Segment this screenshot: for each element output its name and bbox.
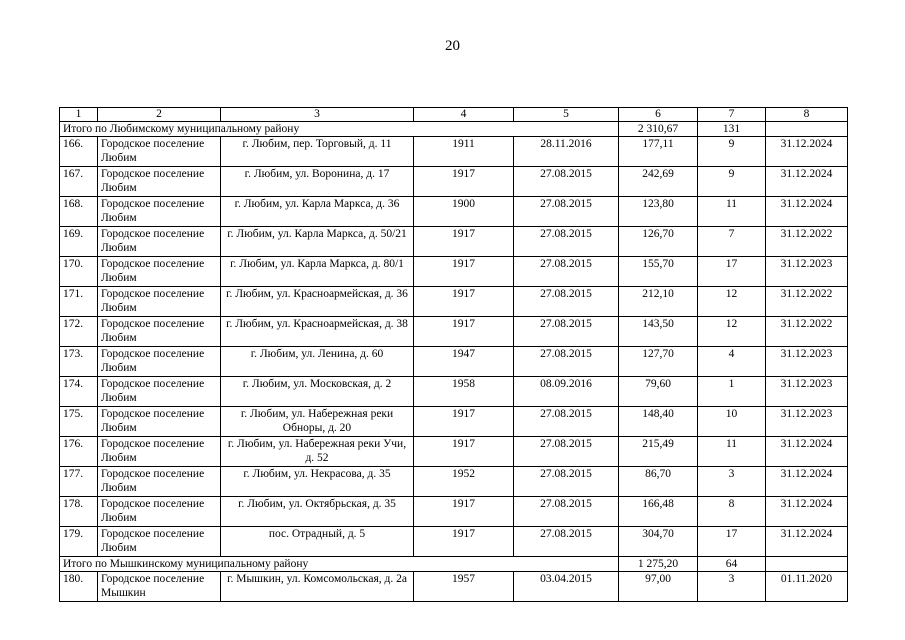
empty-cell <box>766 557 848 572</box>
table-row <box>60 347 848 377</box>
table-row <box>60 467 848 497</box>
row-number: 174. <box>60 377 98 407</box>
build-year: 1917 <box>414 497 514 527</box>
settlement: Городское поселение Любим <box>98 497 221 527</box>
build-year: 1917 <box>414 317 514 347</box>
deadline: 31.12.2022 <box>766 317 848 347</box>
address: г. Любим, ул. Набережная реки Учи, д. 52 <box>221 437 414 467</box>
deadline: 31.12.2022 <box>766 227 848 257</box>
settlement: Городское поселение Любим <box>98 227 221 257</box>
column-number: 2 <box>98 108 221 122</box>
recognition-date: 27.08.2015 <box>514 227 619 257</box>
row-number: 176. <box>60 437 98 467</box>
residents-count: 10 <box>698 407 766 437</box>
column-number: 5 <box>514 108 619 122</box>
build-year: 1952 <box>414 467 514 497</box>
settlement: Городское поселение Любим <box>98 257 221 287</box>
residents-count: 17 <box>698 527 766 557</box>
row-number: 168. <box>60 197 98 227</box>
address: г. Любим, ул. Карла Маркса, д. 50/21 <box>221 227 414 257</box>
residents-count: 4 <box>698 347 766 377</box>
address: г. Любим, ул. Некрасова, д. 35 <box>221 467 414 497</box>
area: 97,00 <box>619 572 698 602</box>
recognition-date: 27.08.2015 <box>514 287 619 317</box>
build-year: 1917 <box>414 407 514 437</box>
build-year: 1917 <box>414 527 514 557</box>
column-number: 7 <box>698 108 766 122</box>
column-number: 8 <box>766 108 848 122</box>
empty-cell <box>766 122 848 137</box>
recognition-date: 27.08.2015 <box>514 257 619 287</box>
area: 304,70 <box>619 527 698 557</box>
settlement: Городское поселение Любим <box>98 377 221 407</box>
area: 79,60 <box>619 377 698 407</box>
table-row <box>60 527 848 557</box>
address: г. Любим, ул. Красноармейская, д. 38 <box>221 317 414 347</box>
deadline: 31.12.2022 <box>766 287 848 317</box>
table-row <box>60 377 848 407</box>
recognition-date: 27.08.2015 <box>514 437 619 467</box>
total-count: 64 <box>698 557 766 572</box>
table-row <box>60 167 848 197</box>
recognition-date: 28.11.2016 <box>514 137 619 167</box>
table-row <box>60 497 848 527</box>
row-number: 180. <box>60 572 98 602</box>
settlement: Городское поселение Любим <box>98 287 221 317</box>
area: 126,70 <box>619 227 698 257</box>
settlement: Городское поселение Любим <box>98 167 221 197</box>
residents-count: 12 <box>698 317 766 347</box>
deadline: 31.12.2024 <box>766 137 848 167</box>
row-number: 170. <box>60 257 98 287</box>
settlement: Городское поселение Мышкин <box>98 572 221 602</box>
table-row <box>60 197 848 227</box>
column-number-row <box>60 108 848 122</box>
area: 143,50 <box>619 317 698 347</box>
build-year: 1917 <box>414 437 514 467</box>
recognition-date: 03.04.2015 <box>514 572 619 602</box>
residents-count: 12 <box>698 287 766 317</box>
total-count: 131 <box>698 122 766 137</box>
row-number: 169. <box>60 227 98 257</box>
column-number: 1 <box>60 108 98 122</box>
table-row <box>60 437 848 467</box>
area: 127,70 <box>619 347 698 377</box>
total-area: 2 310,67 <box>619 122 698 137</box>
total-area: 1 275,20 <box>619 557 698 572</box>
residents-count: 3 <box>698 572 766 602</box>
residents-count: 3 <box>698 467 766 497</box>
district-total-row <box>60 557 848 572</box>
recognition-date: 27.08.2015 <box>514 407 619 437</box>
residents-count: 1 <box>698 377 766 407</box>
settlement: Городское поселение Любим <box>98 317 221 347</box>
area: 212,10 <box>619 287 698 317</box>
deadline: 01.11.2020 <box>766 572 848 602</box>
recognition-date: 08.09.2016 <box>514 377 619 407</box>
settlement: Городское поселение Любим <box>98 467 221 497</box>
table-row <box>60 317 848 347</box>
recognition-date: 27.08.2015 <box>514 197 619 227</box>
row-number: 166. <box>60 137 98 167</box>
deadline: 31.12.2023 <box>766 377 848 407</box>
column-number: 4 <box>414 108 514 122</box>
address: г. Любим, ул. Набережная реки Обноры, д. 20 <box>221 407 414 437</box>
row-number: 172. <box>60 317 98 347</box>
address: г. Любим, ул. Карла Маркса, д. 80/1 <box>221 257 414 287</box>
build-year: 1917 <box>414 257 514 287</box>
table-row <box>60 227 848 257</box>
row-number: 167. <box>60 167 98 197</box>
deadline: 31.12.2023 <box>766 407 848 437</box>
total-label: Итого по Любимскому муниципальному району <box>60 122 619 137</box>
total-label: Итого по Мышкинскому муниципальному району <box>60 557 619 572</box>
page-number: 20 <box>445 38 460 54</box>
residents-count: 17 <box>698 257 766 287</box>
address: г. Любим, ул. Воронина, д. 17 <box>221 167 414 197</box>
recognition-date: 27.08.2015 <box>514 527 619 557</box>
build-year: 1917 <box>414 167 514 197</box>
deadline: 31.12.2023 <box>766 257 848 287</box>
table-row <box>60 287 848 317</box>
area: 148,40 <box>619 407 698 437</box>
build-year: 1958 <box>414 377 514 407</box>
address: г. Любим, ул. Московская, д. 2 <box>221 377 414 407</box>
settlement: Городское поселение Любим <box>98 527 221 557</box>
area: 166,48 <box>619 497 698 527</box>
area: 177,11 <box>619 137 698 167</box>
settlement: Городское поселение Любим <box>98 197 221 227</box>
table-row <box>60 137 848 167</box>
table-row <box>60 572 848 602</box>
residents-count: 9 <box>698 167 766 197</box>
settlement: Городское поселение Любим <box>98 437 221 467</box>
settlement: Городское поселение Любим <box>98 347 221 377</box>
build-year: 1947 <box>414 347 514 377</box>
address: г. Любим, пер. Торговый, д. 11 <box>221 137 414 167</box>
address: г. Любим, ул. Октябрьская, д. 35 <box>221 497 414 527</box>
area: 215,49 <box>619 437 698 467</box>
recognition-date: 27.08.2015 <box>514 497 619 527</box>
deadline: 31.12.2024 <box>766 527 848 557</box>
row-number: 175. <box>60 407 98 437</box>
build-year: 1957 <box>414 572 514 602</box>
table-row <box>60 407 848 437</box>
deadline: 31.12.2024 <box>766 467 848 497</box>
row-number: 171. <box>60 287 98 317</box>
recognition-date: 27.08.2015 <box>514 347 619 377</box>
residents-count: 11 <box>698 437 766 467</box>
deadline: 31.12.2023 <box>766 347 848 377</box>
recognition-date: 27.08.2015 <box>514 467 619 497</box>
address: г. Мышкин, ул. Комсомольская, д. 2а <box>221 572 414 602</box>
build-year: 1900 <box>414 197 514 227</box>
build-year: 1917 <box>414 287 514 317</box>
deadline: 31.12.2024 <box>766 167 848 197</box>
build-year: 1917 <box>414 227 514 257</box>
column-number: 6 <box>619 108 698 122</box>
column-number: 3 <box>221 108 414 122</box>
residents-count: 11 <box>698 197 766 227</box>
housing-register-table <box>59 107 848 602</box>
deadline: 31.12.2024 <box>766 497 848 527</box>
area: 155,70 <box>619 257 698 287</box>
row-number: 173. <box>60 347 98 377</box>
recognition-date: 27.08.2015 <box>514 317 619 347</box>
row-number: 177. <box>60 467 98 497</box>
address: г. Любим, ул. Карла Маркса, д. 36 <box>221 197 414 227</box>
table-row <box>60 257 848 287</box>
residents-count: 9 <box>698 137 766 167</box>
settlement: Городское поселение Любим <box>98 137 221 167</box>
residents-count: 8 <box>698 497 766 527</box>
row-number: 178. <box>60 497 98 527</box>
district-total-row <box>60 122 848 137</box>
row-number: 179. <box>60 527 98 557</box>
address: пос. Отрадный, д. 5 <box>221 527 414 557</box>
build-year: 1911 <box>414 137 514 167</box>
area: 86,70 <box>619 467 698 497</box>
settlement: Городское поселение Любим <box>98 407 221 437</box>
area: 123,80 <box>619 197 698 227</box>
deadline: 31.12.2024 <box>766 197 848 227</box>
address: г. Любим, ул. Красноармейская, д. 36 <box>221 287 414 317</box>
residents-count: 7 <box>698 227 766 257</box>
address: г. Любим, ул. Ленина, д. 60 <box>221 347 414 377</box>
area: 242,69 <box>619 167 698 197</box>
recognition-date: 27.08.2015 <box>514 167 619 197</box>
deadline: 31.12.2024 <box>766 437 848 467</box>
